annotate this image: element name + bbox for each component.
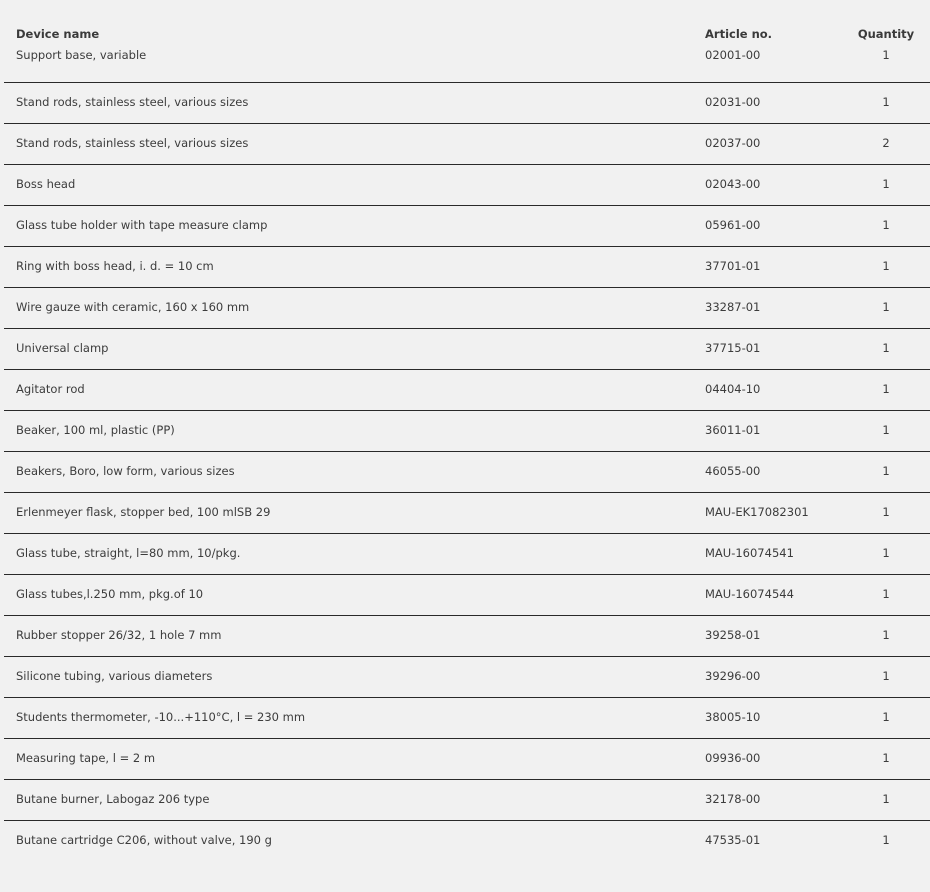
article-no-cell: MAU-16074544 [705, 575, 829, 616]
quantity-cell: 1 [829, 329, 930, 370]
article-no-cell: 04404-10 [705, 370, 829, 411]
article-no-cell: 36011-01 [705, 411, 829, 452]
table-row [4, 165, 930, 206]
quantity-cell: 1 [829, 165, 930, 206]
device-name-cell: Ring with boss head, i. d. = 10 cm [4, 247, 705, 288]
article-no-cell: 02043-00 [705, 165, 829, 206]
device-name-cell: Glass tubes,l.250 mm, pkg.of 10 [4, 575, 705, 616]
device-name-cell: Rubber stopper 26/32, 1 hole 7 mm [4, 616, 705, 657]
article-no-cell: MAU-16074541 [705, 534, 829, 575]
device-name-cell: Measuring tape, l = 2 m [4, 739, 705, 780]
table-row [4, 739, 930, 780]
device-name-cell: Glass tube holder with tape measure clamp [4, 206, 705, 247]
table-row [4, 657, 930, 698]
table-row [4, 452, 930, 493]
table-row [4, 493, 930, 534]
article-no-cell: 39258-01 [705, 616, 829, 657]
quantity-cell: 1 [829, 206, 930, 247]
device-name-cell: Support base, variable [4, 47, 705, 83]
table-row [4, 247, 930, 288]
article-no-cell: 09936-00 [705, 739, 829, 780]
quantity-cell: 1 [829, 370, 930, 411]
table-row [4, 206, 930, 247]
device-name-cell: Butane burner, Labogaz 206 type [4, 780, 705, 821]
device-name-cell: Butane cartridge C206, without valve, 190 g [16, 833, 272, 847]
quantity-cell: 1 [829, 534, 930, 575]
device-name-cell: Stand rods, stainless steel, various sizes [4, 124, 705, 165]
table-row [4, 575, 930, 616]
device-name-cell: Wire gauze with ceramic, 160 x 160 mm [4, 288, 705, 329]
equipment-table-container [4, 0, 923, 861]
table-row [4, 821, 930, 862]
device-name-cell: Stand rods, stainless steel, various sizes [4, 83, 705, 124]
article-no-cell: 38005-10 [705, 698, 829, 739]
table-row [4, 329, 930, 370]
device-name-cell: Universal clamp [4, 329, 705, 370]
table-row [4, 534, 930, 575]
quantity-cell: 1 [829, 493, 930, 534]
device-name-cell: Silicone tubing, various diameters [4, 657, 705, 698]
equipment-table [4, 0, 930, 861]
device-name-cell: Glass tube, straight, l=80 mm, 10/pkg. [4, 534, 705, 575]
table-row [4, 616, 930, 657]
device-name-cell: Students thermometer, -10...+110°C, l = 230 mm [4, 698, 705, 739]
column-header-quantity: Quantity [857, 27, 915, 41]
article-no-cell: MAU-EK17082301 [705, 493, 829, 534]
quantity-cell: 1 [829, 288, 930, 329]
table-row [4, 698, 930, 739]
quantity-cell: 1 [829, 698, 930, 739]
column-header-device-name: Device name [16, 27, 100, 41]
table-row [4, 411, 930, 452]
device-name-cell: Beakers, Boro, low form, various sizes [4, 452, 705, 493]
table-row [4, 370, 930, 411]
quantity-cell: 1 [829, 83, 930, 124]
table-row [4, 83, 930, 124]
quantity-cell: 1 [829, 780, 930, 821]
article-no-cell: 32178-00 [705, 780, 829, 821]
article-no-cell: 37701-01 [705, 247, 829, 288]
quantity-cell: 1 [829, 411, 930, 452]
article-no-cell: 33287-01 [705, 288, 829, 329]
table-row [4, 47, 930, 83]
article-no-cell: 37715-01 [705, 329, 829, 370]
article-no-cell: 02037-00 [705, 124, 829, 165]
quantity-cell: 1 [829, 616, 930, 657]
quantity-cell: 1 [882, 833, 890, 847]
device-name-cell: Erlenmeyer flask, stopper bed, 100 mlSB 29 [4, 493, 705, 534]
quantity-cell: 1 [829, 47, 930, 83]
device-name-cell: Beaker, 100 ml, plastic (PP) [4, 411, 705, 452]
device-name-cell: Agitator rod [4, 370, 705, 411]
quantity-cell: 1 [829, 452, 930, 493]
quantity-cell: 1 [829, 247, 930, 288]
table-row [4, 780, 930, 821]
article-no-cell: 02001-00 [705, 47, 829, 83]
quantity-cell: 2 [829, 124, 930, 165]
article-no-cell: 46055-00 [705, 452, 829, 493]
table-header-row [4, 0, 930, 47]
article-no-cell: 39296-00 [705, 657, 829, 698]
device-name-cell: Boss head [4, 165, 705, 206]
article-no-cell: 05961-00 [705, 206, 829, 247]
table-row [4, 288, 930, 329]
quantity-cell: 1 [829, 739, 930, 780]
article-no-cell: 02031-00 [705, 83, 829, 124]
table-body [4, 47, 930, 861]
quantity-cell: 1 [829, 657, 930, 698]
column-header-article-no: Article no. [705, 27, 773, 41]
quantity-cell: 1 [829, 575, 930, 616]
table-row [4, 124, 930, 165]
article-no-cell: 47535-01 [705, 833, 761, 847]
